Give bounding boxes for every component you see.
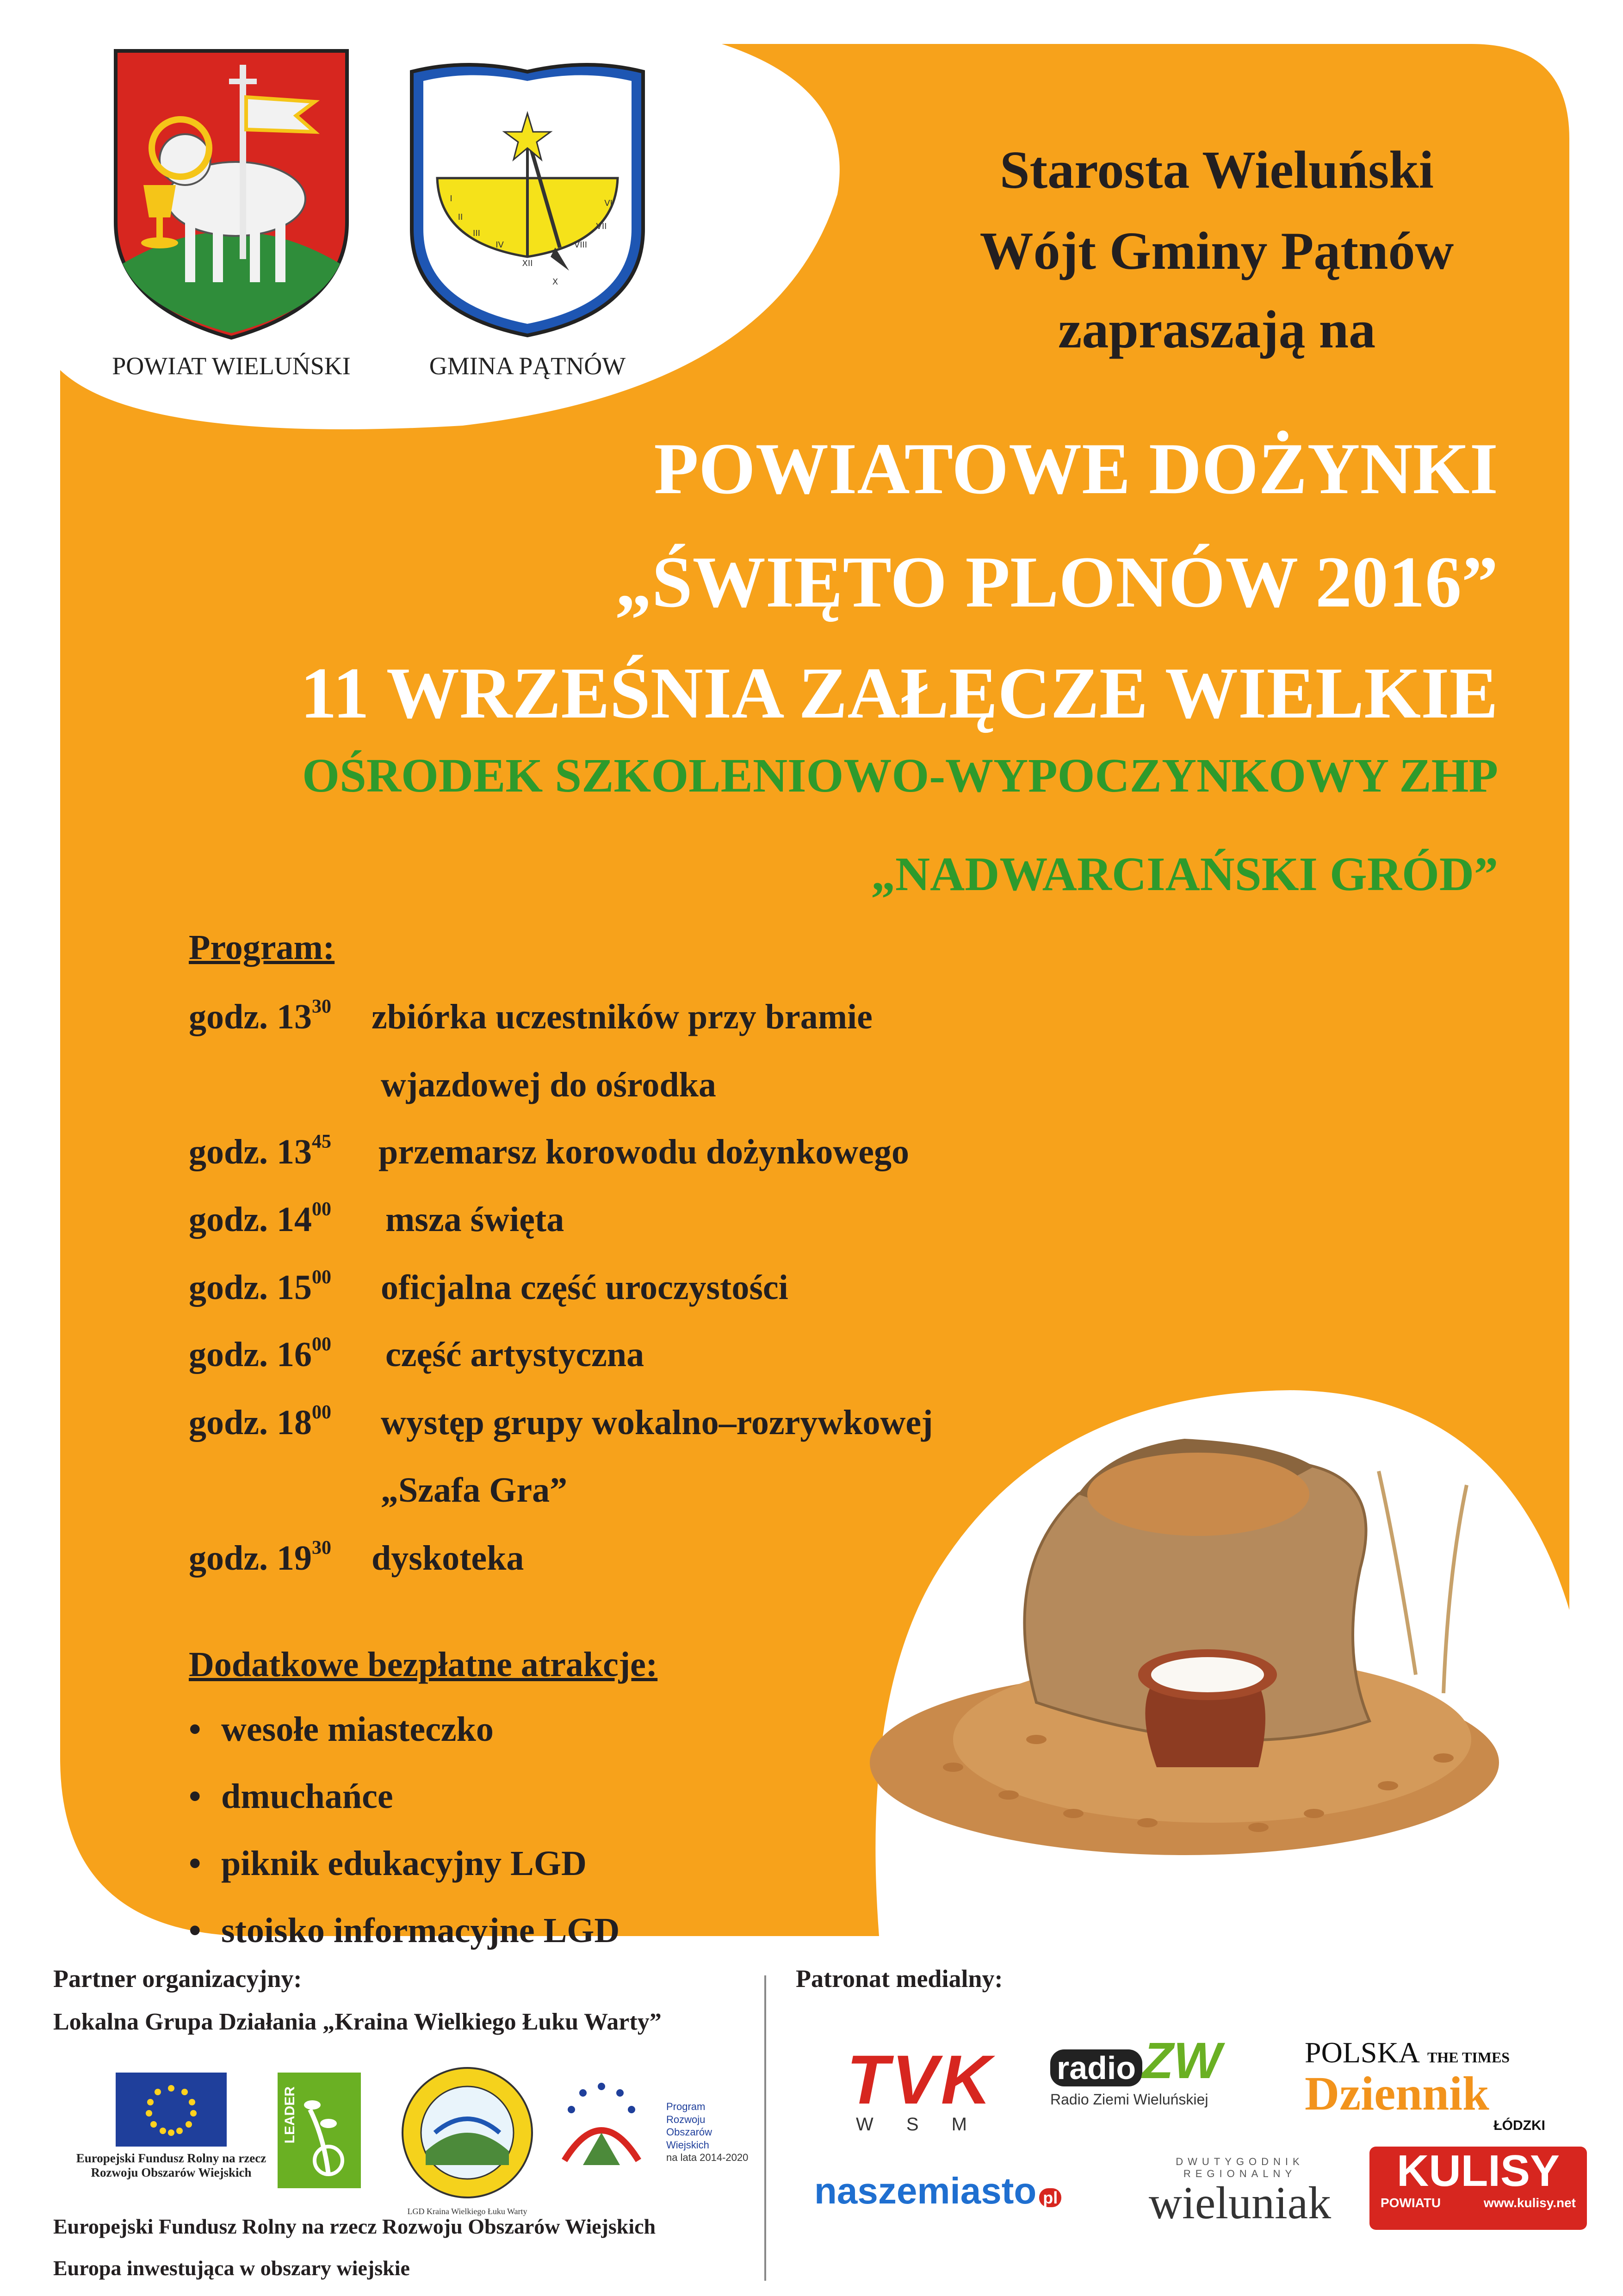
program-item: godz. $14^{00}$ msza święta xyxy=(189,1199,564,1239)
event-subtitle: „ŚWIĘTO PLONÓW 2016” xyxy=(615,542,1498,623)
lgd-ring-text: LGD Kraina Wielkiego Łuku Warty xyxy=(407,2207,527,2216)
program-heading: Program: xyxy=(189,928,335,967)
program-item: godz. $13^{30}$ zbiórka uczestników przy bramie xyxy=(189,996,873,1036)
eu-flag-icon xyxy=(116,2073,227,2147)
venue-line1: OŚRODEK SZKOLENIOWO-WYPOCZYNKOWY ZHP xyxy=(302,749,1498,802)
program-item: godz. $16^{00}$ część artystyczna xyxy=(189,1334,644,1374)
attraction-item: • piknik edukacyjny LGD xyxy=(189,1844,587,1883)
kulisy-sub: POWIATU www.kulisy.net xyxy=(1381,2195,1576,2210)
kulisy-text: KULISY xyxy=(1396,2146,1560,2196)
leader-logo xyxy=(278,2073,361,2188)
gmina-coat-of-arms-icon xyxy=(403,53,652,340)
dziennik-lodzki-logo xyxy=(1305,2036,1564,2142)
times-text: THE TIMES xyxy=(1427,2049,1510,2066)
powiat-caption: POWIAT WIELUŃSKI xyxy=(112,352,351,380)
invite-text: zapraszają na xyxy=(1058,300,1376,359)
lodzki-text: ŁÓDZKI xyxy=(1493,2118,1545,2133)
svg-text:I: I xyxy=(450,194,452,204)
svg-text:III: III xyxy=(473,229,480,238)
organizer-starosta: Starosta Wieluński xyxy=(1000,141,1434,200)
event-date-place: 11 WRZEŚNIA ZAŁĘCZE WIELKIE xyxy=(300,653,1498,734)
partner-heading: Partner organizacyjny: xyxy=(53,1965,302,1993)
lgd-logo-icon xyxy=(398,2063,537,2202)
svg-text:VI: VI xyxy=(604,198,613,208)
svg-text:IV: IV xyxy=(496,240,504,250)
wieluniak-logo xyxy=(1120,2156,1360,2226)
prow-text: Program Rozwoju Obszarów Wiejskich na lata 2014-2020 xyxy=(666,2101,749,2163)
leader-sprout-icon xyxy=(296,2082,361,2179)
eu-caption: Europejski Fundusz Rolny na rzecz Rozwoju Obszarów Wiejskich xyxy=(76,2151,266,2179)
prow-logo-icon xyxy=(551,2073,652,2174)
polska-text: POLSKA xyxy=(1305,2036,1420,2069)
media-heading: Patronat medialny: xyxy=(796,1965,1003,1993)
program-item: godz. $19^{30}$ dyskoteka xyxy=(189,1537,524,1578)
svg-text:X: X xyxy=(552,277,558,287)
naszemiasto-logo: naszemiasto pl xyxy=(814,2170,1061,2212)
program-item: godz. $15^{00}$ oficjalna część uroczystości xyxy=(189,1267,788,1307)
grain-sack-illustration xyxy=(861,1416,1545,1878)
fund-line1: Europejski Fundusz Rolny na rzecz Rozwoju Obszarów Wiejskich xyxy=(53,2215,656,2238)
attraction-item: • dmuchańce xyxy=(189,1777,393,1816)
tvk-logo xyxy=(847,2041,1018,2137)
tvk-text: TVK xyxy=(847,2041,994,2118)
svg-text:II: II xyxy=(458,212,463,222)
dziennik-text: Dziennik xyxy=(1305,2067,1489,2120)
event-title: POWIATOWE DOŻYNKI xyxy=(654,428,1498,509)
venue-line2: „NADWARCIAŃSKI GRÓD” xyxy=(871,848,1498,901)
wieluniak-top: DWUTYGODNIK REGIONALNY xyxy=(1176,2156,1304,2179)
svg-text:VII: VII xyxy=(596,222,607,231)
organizer-wojt: Wójt Gminy Pątnów xyxy=(979,222,1454,281)
tvk-sub: W S M xyxy=(856,2114,981,2135)
radio-zw-logo xyxy=(1050,2032,1272,2133)
svg-text:XII: XII xyxy=(522,259,533,268)
footer-divider xyxy=(764,1975,766,2281)
radio-sub: Radio Ziemi Wieluńskiej xyxy=(1050,2091,1208,2108)
fund-line2: Europa inwestująca w obszary wiejskie xyxy=(53,2256,410,2280)
radio-word: radio xyxy=(1050,2049,1142,2086)
attraction-item: • wesołe miasteczko xyxy=(189,1710,494,1749)
attraction-item: • stoisko informacyjne LGD xyxy=(189,1911,620,1950)
program-item: godz. $18^{00}$ występ grupy wokalno–rozrywkowej xyxy=(189,1402,933,1442)
powiat-coat-of-arms-icon xyxy=(111,46,352,342)
gmina-caption: GMINA PĄTNÓW xyxy=(429,352,626,380)
wieluniak-text: wieluniak xyxy=(1148,2177,1332,2228)
svg-text:VIII: VIII xyxy=(574,240,588,250)
attractions-heading: Dodatkowe bezpłatne atrakcje: xyxy=(189,1645,658,1684)
program-item: godz. $13^{45}$ przemarsz korowodu dożynkowego xyxy=(189,1131,910,1171)
leader-label: LEADER xyxy=(282,2086,297,2144)
radio-zw: ZW xyxy=(1142,2032,1222,2089)
kulisy-logo xyxy=(1369,2147,1587,2230)
partner-name: Lokalna Grupa Działania „Kraina Wielkiego Łuku Warty” xyxy=(53,2009,662,2035)
